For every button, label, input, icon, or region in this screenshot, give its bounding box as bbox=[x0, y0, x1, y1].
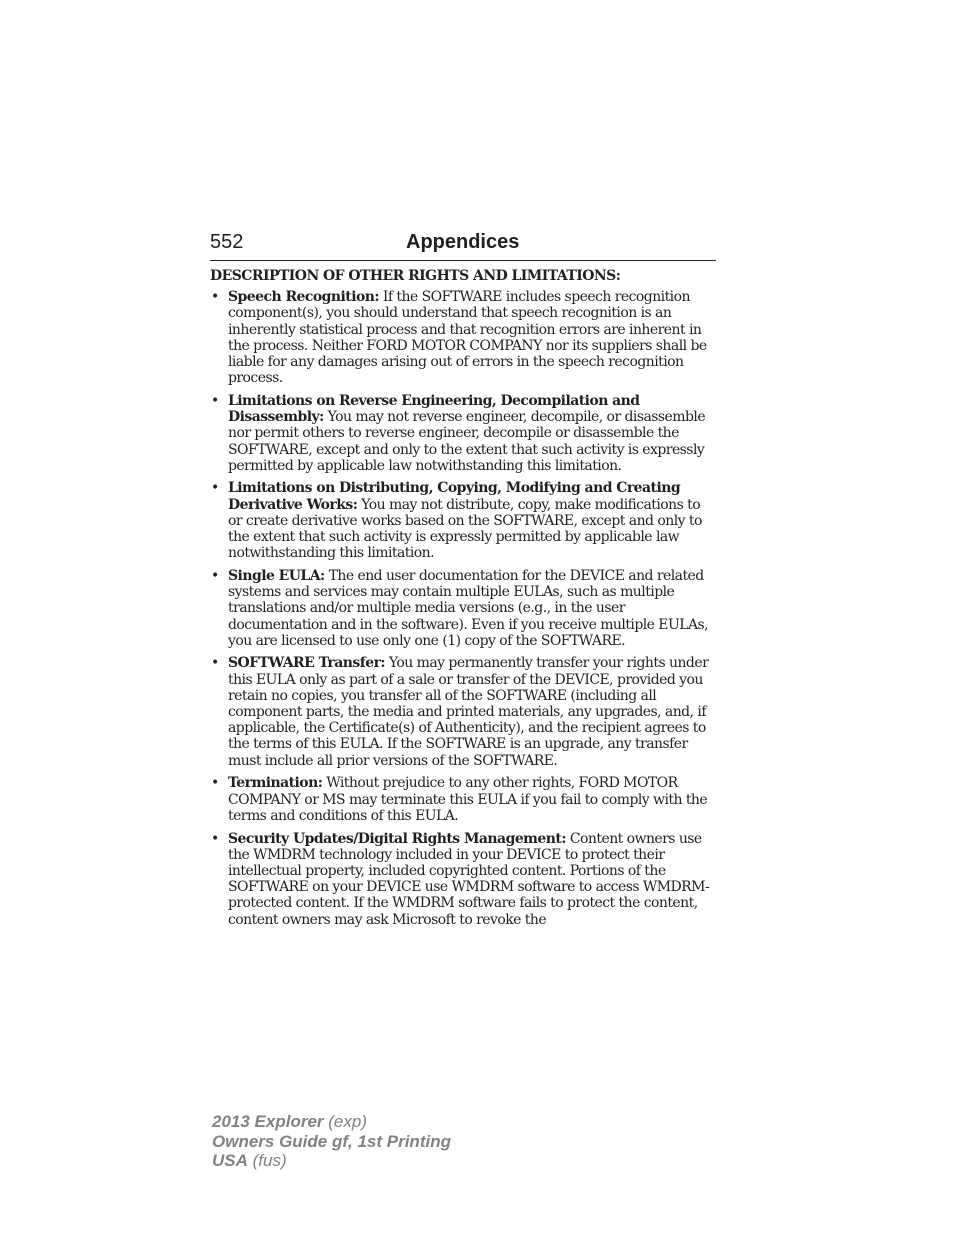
item-term: Termination: bbox=[228, 775, 323, 792]
bullet-list bbox=[210, 289, 716, 928]
page-footer bbox=[212, 1112, 632, 1171]
page-header bbox=[210, 230, 716, 261]
footer-model: 2013 Explorer bbox=[212, 1112, 324, 1131]
footer-guide-line bbox=[212, 1132, 632, 1152]
list-item-security-updates bbox=[210, 831, 716, 928]
item-text: You may not reverse engineer, decompile, or disassemble nor permit others to reverse engineer, decompile or disassemble the SOFTWARE, except and only to the extent that such activity is expressly permitted by applicable law notwithstanding this limitation. bbox=[228, 409, 706, 474]
item-term: Single EULA: bbox=[228, 567, 325, 584]
page-number: 552 bbox=[210, 231, 244, 253]
footer-model-code: (exp) bbox=[328, 1112, 367, 1131]
footer-model-line bbox=[212, 1112, 632, 1132]
list-item-software-transfer bbox=[210, 655, 716, 768]
list-item-derivative-works bbox=[210, 480, 716, 561]
item-term: Security Updates/Digital Rights Management: bbox=[228, 830, 566, 847]
page-content bbox=[210, 268, 716, 934]
item-text: You may permanently transfer your rights under this EULA only as part of a sale or transfer of the DEVICE, provided you retain no copies, you transfer all of the SOFTWARE (including all component parts, the media and printed materials, any upgrades, and, if applicable, the Certificate(s) of Authenticity), and the recipient agrees to the terms of this EULA. If the SOFTWARE is an upgrade, any transfer must include all prior versions of the SOFTWARE. bbox=[228, 655, 709, 769]
list-item-speech-recognition bbox=[210, 289, 716, 386]
content-heading: DESCRIPTION OF OTHER RIGHTS AND LIMITATIONS: bbox=[210, 268, 621, 284]
item-term: SOFTWARE Transfer: bbox=[228, 655, 386, 672]
item-text: You may not distribute, copy, make modifications to or create derivative works based on the SOFTWARE, except and only to the extent that such activity is expressly permitted by applicable law notwithstanding this limitation. bbox=[228, 496, 702, 562]
list-item-single-eula bbox=[210, 568, 716, 649]
footer-region: USA bbox=[212, 1151, 248, 1170]
bullet-icon: • bbox=[211, 775, 219, 792]
item-term: Limitations on Reverse Engineering, Decompilation and Disassembly: bbox=[228, 392, 640, 426]
list-item-termination bbox=[210, 775, 716, 824]
item-text: Without prejudice to any other rights, FORD MOTOR COMPANY or MS may terminate this EULA if you fail to comply with the terms and conditions of this EULA. bbox=[228, 775, 708, 824]
footer-region-code: (fus) bbox=[252, 1151, 287, 1170]
item-text: The end user documentation for the DEVICE and related systems and services may contain multiple EULAs, such as multiple translations and/or multiple media versions (e.g., in the user documentation and in the software). Even if you receive multiple EULAs, you are licensed to use only one (1) copy of the SOFTWARE. bbox=[228, 567, 709, 649]
item-term: Limitations on Distributing, Copying, Modifying and Creating Derivative Works: bbox=[228, 480, 681, 513]
footer-region-line bbox=[212, 1151, 632, 1171]
bullet-icon: • bbox=[211, 655, 219, 672]
item-text: If the SOFTWARE includes speech recognition component(s), you should understand that speech recognition is an inherently statistical process and that recognition errors are inherent in the process. Neither FORD MOTOR COMPANY nor its suppliers shall be liable for any damages arising out of errors in the speech recognition process. bbox=[228, 289, 707, 387]
bullet-icon: • bbox=[211, 480, 219, 497]
item-text: Content owners use the WMDRM technology included in your DEVICE to protect their intellectual property, included copyrighted content. Portions of the SOFTWARE on your DEVICE use WMDRM software to access WMDRM-protected content. If the WMDRM software fails to protect the content, content owners may ask Microsoft to revoke the bbox=[228, 830, 710, 928]
section-title: Appendices bbox=[406, 231, 520, 253]
bullet-icon: • bbox=[211, 830, 219, 847]
item-term: Speech Recognition: bbox=[228, 289, 380, 306]
bullet-icon: • bbox=[211, 567, 219, 584]
bullet-icon: • bbox=[211, 392, 219, 409]
bullet-icon: • bbox=[211, 289, 219, 306]
list-item-reverse-engineering bbox=[210, 393, 716, 474]
footer-guide: Owners Guide gf, 1st Printing bbox=[212, 1131, 451, 1151]
